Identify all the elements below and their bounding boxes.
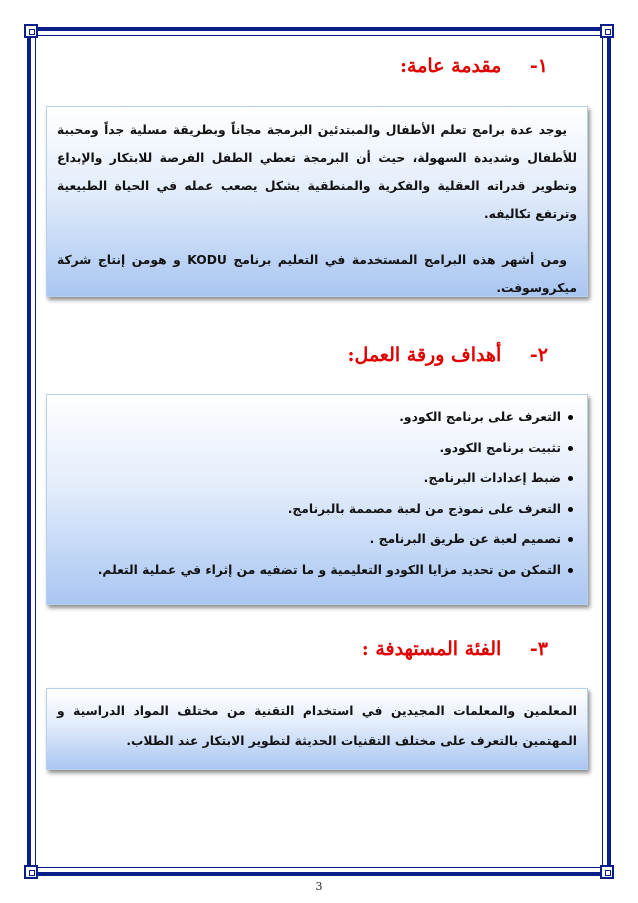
bullet-icon [568,507,573,512]
bullet-icon [568,537,573,542]
list-item [57,555,561,586]
intro-box [46,106,588,297]
section-1-number: ١- [529,55,548,77]
section-1-heading [400,55,548,77]
list-item [57,433,561,464]
bullet-icon [568,476,573,481]
target-audience-paragraph: المعلمين والمعلمات المجيدين في استخدام التقنية من مختلف المواد الدراسية و المهتمين بالتعرف على مختلف التقنيات الحديثة لتطوير الابتكار عند الطلاب. [57,704,577,748]
list-item [57,494,561,525]
section-3-number: ٣- [529,638,548,660]
section-2-heading [348,344,548,366]
objective-text: ضبط إعدادات البرنامج. [423,471,561,485]
section-2-title: أهداف ورقة العمل: [347,344,502,366]
target-audience-box [46,688,588,770]
objective-text: تصميم لعبة عن طريق البرنامج . [369,532,561,546]
section-3-heading [362,638,548,660]
corner-ornament-top-left [24,24,38,38]
intro-paragraph-2: ومن أشهر هذه البرامج المستخدمة في التعليم برنامج KODU و هومن إنتاج شركة ميكروسوفت. [57,253,577,295]
objective-text: التمكن من تحديد مزايا الكودو التعليمية و ما تضفيه من إثراء في عملية التعلم. [97,562,561,577]
page-number: 3 [315,880,323,893]
corner-ornament-bottom-right [600,865,614,879]
objectives-list [57,402,575,585]
section-1-title: مقدمة عامة: [400,55,502,77]
intro-paragraph-1: يوجد عدة برامج تعلم الأطفال والمبتدئين البرمجة مجاناً وبطريقة مسلية جداً ومحببة للأطفال وشديدة السهولة، حيث أن البرمجة تعطي الطفل الفرصة للابتكار والإبداع وتطوير قدراته العقلية والفكرية والمنطقية بشكل يصعب عمله في الحياة الطبيعية وترتفع تكاليفه. [57,123,577,221]
objective-text: التعرف على برنامج الكودو. [399,410,561,424]
objective-text: التعرف على نموذج من لعبة مصممة بالبرنامج. [287,501,561,516]
list-item [57,402,561,433]
bullet-icon [568,415,573,420]
section-3-title: الفئة المستهدفة : [361,638,502,660]
bullet-icon [568,446,573,451]
bullet-icon [568,568,573,573]
corner-ornament-bottom-left [24,865,38,879]
corner-ornament-top-right [600,24,614,38]
section-2-number: ٢- [529,344,548,366]
objective-text: تثبيت برنامج الكودو. [439,440,561,455]
list-item [57,524,561,555]
list-item [57,463,561,494]
objectives-box [46,394,588,605]
